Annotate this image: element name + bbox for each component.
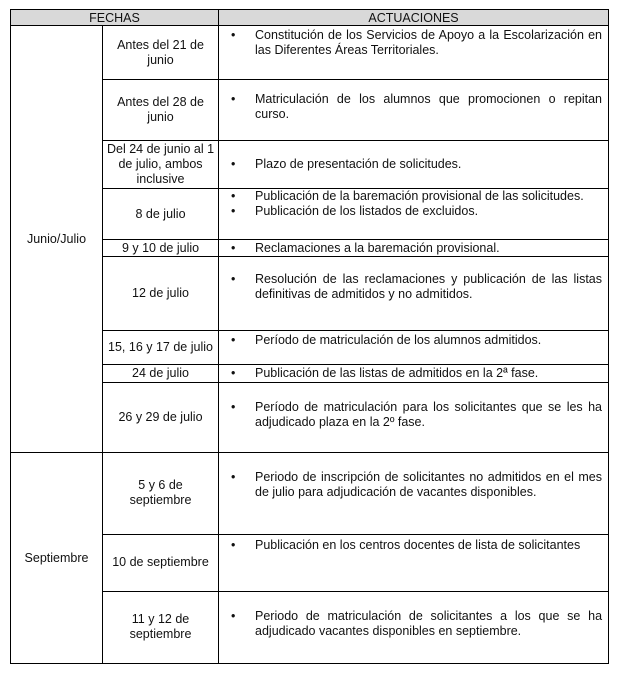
row-date: 11 y 12 de septiembre xyxy=(103,591,219,663)
row-actions xyxy=(219,365,609,382)
row-actions xyxy=(219,534,609,591)
list-item: • Periodo de inscripción de solicitantes no admitidos en el mes de julio para adjudicación de vacantes disponibles. xyxy=(255,470,602,500)
calendar-table xyxy=(10,9,609,664)
list-item: • Reclamaciones a la baremación provisional. xyxy=(255,241,602,256)
row-date: 24 de julio xyxy=(103,365,219,382)
list-item: • Período de matriculación para los solicitantes que se les ha adjudicado plaza en la 2º fase. xyxy=(255,400,602,430)
list-item: • Período de matriculación de los alumnos admitidos. xyxy=(255,333,602,348)
row-actions xyxy=(219,189,609,240)
row-date: Antes del 28 de junio xyxy=(103,80,219,141)
row-date: 8 de julio xyxy=(103,189,219,240)
table-row xyxy=(11,452,609,534)
header-fechas: FECHAS xyxy=(11,10,219,26)
row-date: 10 de septiembre xyxy=(103,534,219,591)
row-actions xyxy=(219,382,609,452)
header-actuaciones: ACTUACIONES xyxy=(219,10,609,26)
list-item: • Matriculación de los alumnos que promocionen o repitan curso. xyxy=(255,92,602,122)
row-date: 9 y 10 de julio xyxy=(103,240,219,257)
row-actions xyxy=(219,257,609,331)
row-actions xyxy=(219,26,609,80)
row-date: Antes del 21 de junio xyxy=(103,26,219,80)
list-item: • Publicación de los listados de excluidos. xyxy=(255,204,602,219)
row-actions xyxy=(219,80,609,141)
list-item: • Resolución de las reclamaciones y publicación de las listas definitivas de admitidos y no admitidos. xyxy=(255,272,602,302)
row-actions xyxy=(219,452,609,534)
row-actions xyxy=(219,331,609,365)
list-item: • Publicación en los centros docentes de lista de solicitantes xyxy=(255,538,602,553)
row-date: 5 y 6 de septiembre xyxy=(103,452,219,534)
row-date: 15, 16 y 17 de julio xyxy=(103,331,219,365)
row-date: Del 24 de junio al 1 de julio, ambos inclusive xyxy=(103,141,219,189)
list-item: • Publicación de la baremación provisional de las solicitudes. xyxy=(255,189,602,204)
list-item: • Constitución de los Servicios de Apoyo a la Escolarización en las Diferentes Áreas Territoriales. xyxy=(255,28,602,58)
row-actions xyxy=(219,591,609,663)
row-date: 26 y 29 de julio xyxy=(103,382,219,452)
list-item: • Publicación de las listas de admitidos en la 2ª fase. xyxy=(255,366,602,381)
period-septiembre: Septiembre xyxy=(11,452,103,663)
list-item: • Plazo de presentación de solicitudes. xyxy=(255,157,602,172)
row-actions xyxy=(219,240,609,257)
period-junio-julio: Junio/Julio xyxy=(11,26,103,453)
row-actions xyxy=(219,141,609,189)
table-row xyxy=(11,26,609,80)
row-date: 12 de julio xyxy=(103,257,219,331)
list-item: • Periodo de matriculación de solicitantes a los que se ha adjudicado vacantes disponibles en septiembre. xyxy=(255,609,602,639)
